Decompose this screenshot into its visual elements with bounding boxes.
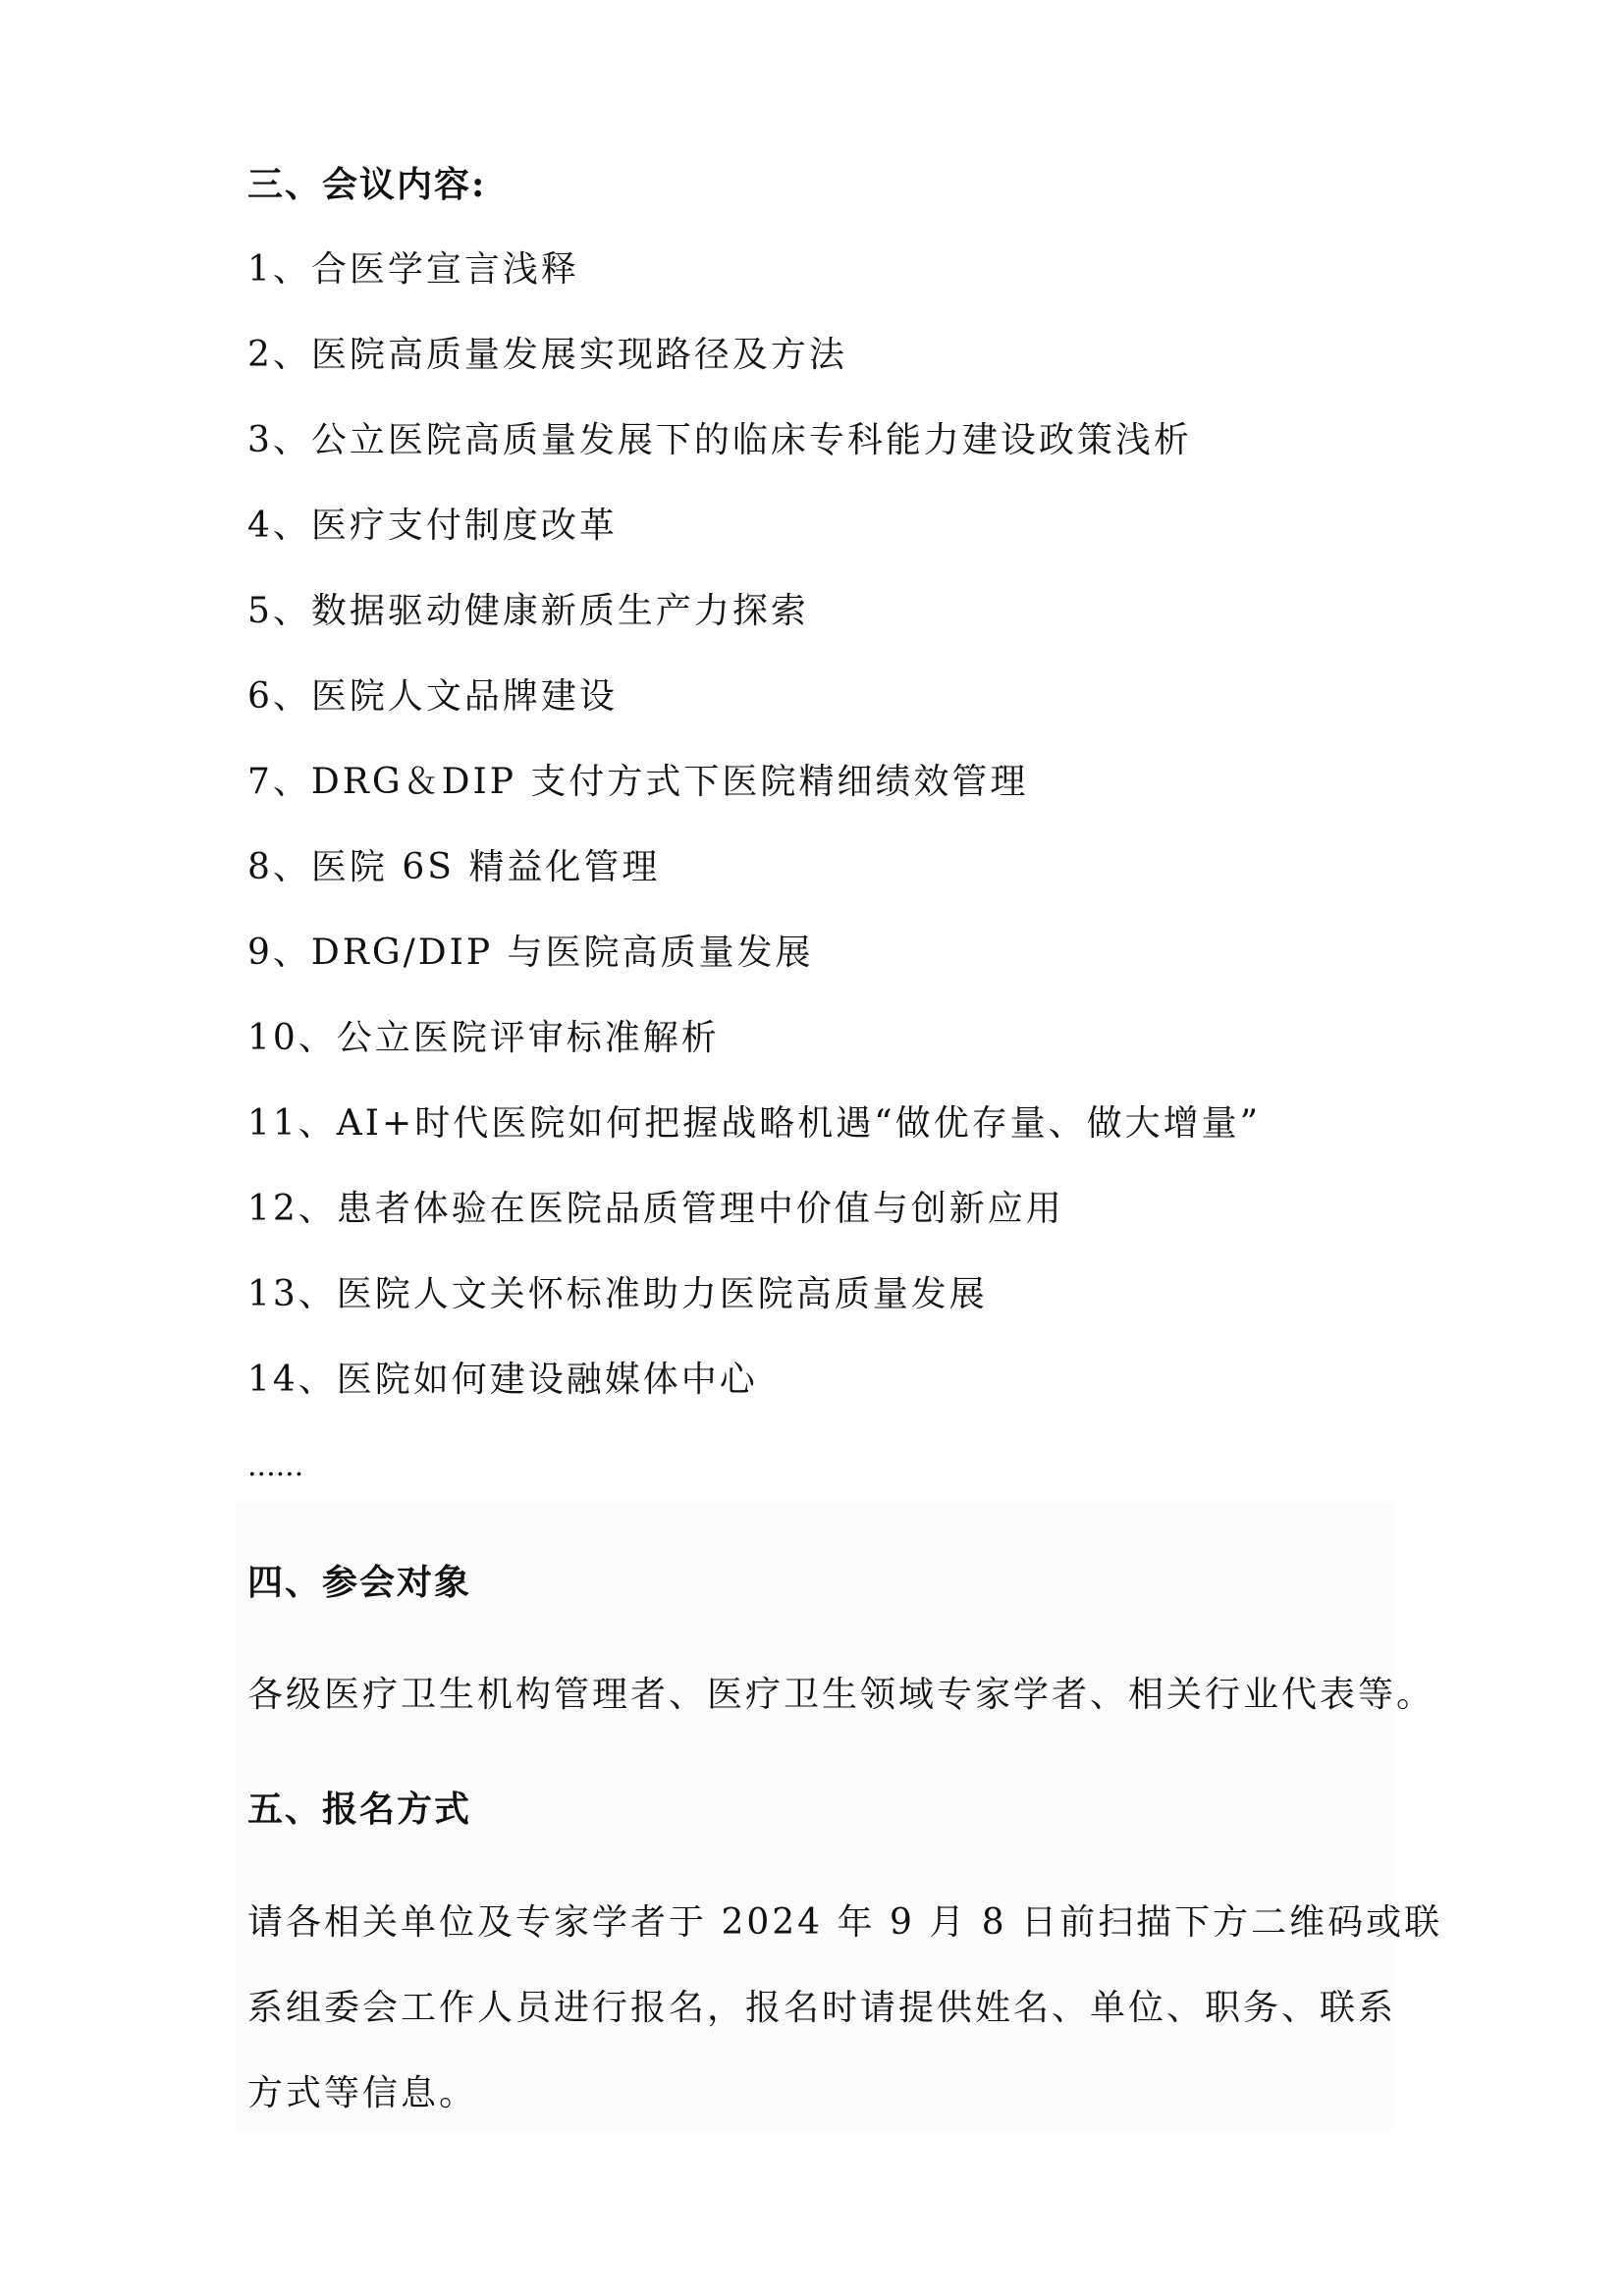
agenda-item-11: 11、AI+时代医院如何把握战略机遇“做优存量、做大增量” [247,1103,1262,1144]
section-3-heading: 三、会议内容: [247,164,487,205]
agenda-item-3: 3、公立医院高质量发展下的临床专科能力建设政策浅析 [247,420,1192,460]
agenda-item-1: 1、合医学宣言浅释 [247,249,579,290]
agenda-item-14: 14、医院如何建设融媒体中心 [247,1360,758,1400]
agenda-item-12: 12、患者体验在医院品质管理中价值与创新应用 [247,1189,1064,1229]
agenda-item-6: 6、医院人文品牌建设 [247,676,618,717]
section-5-line-1: 请各相关单位及专家学者于 2024 年 9 月 8 日前扫描下方二维码或联 [247,1902,1443,1943]
agenda-item-13: 13、医院人文关怀标准助力医院高质量发展 [247,1274,988,1314]
agenda-item-7: 7、DRG＆DIP 支付方式下医院精细绩效管理 [247,762,1029,802]
section-5-line-2: 系组委会工作人员进行报名，报名时请提供姓名、单位、职务、联系 [247,1988,1397,2028]
agenda-item-4: 4、医疗支付制度改革 [247,506,618,546]
section-4-heading: 四、参会对象 [247,1562,472,1603]
section-4-body: 各级医疗卫生机构管理者、医疗卫生领域专家学者、相关行业代表等。 [247,1675,1435,1715]
agenda-item-9: 9、DRG/DIP 与医院高质量发展 [247,933,814,973]
section-5-heading: 五、报名方式 [247,1789,472,1830]
agenda-ellipsis: ...... [247,1449,304,1483]
agenda-item-10: 10、公立医院评审标准解析 [247,1018,720,1058]
agenda-item-8: 8、医院 6S 精益化管理 [247,847,661,887]
agenda-item-5: 5、数据驱动健康新质生产力探索 [247,591,809,631]
section-5-line-3: 方式等信息。 [247,2073,478,2113]
agenda-item-2: 2、医院高质量发展实现路径及方法 [247,335,847,375]
